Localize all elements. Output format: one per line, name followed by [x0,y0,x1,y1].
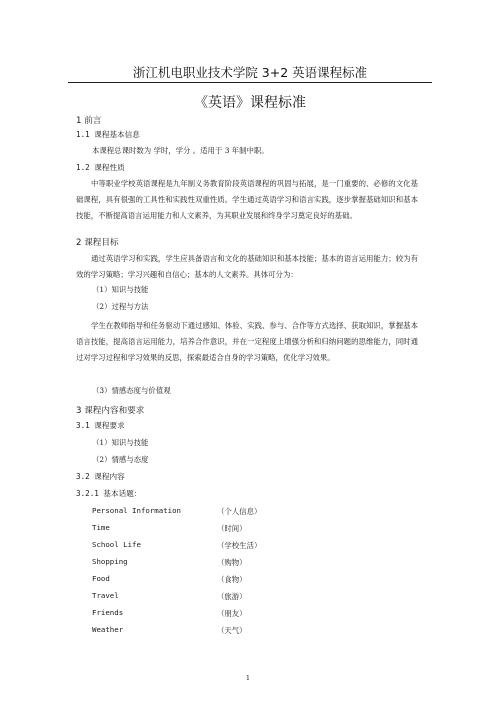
topic-en: Food [92,574,110,583]
topic-en: Travel [92,591,119,600]
section-1-heading: 1 前言 [76,116,102,126]
topic-zh: （食物） [217,575,247,584]
section-1-1-text: 本课程总课时数为 学时，学分 。适用于 3 年制中职。 [92,146,269,155]
section-1-2-text: 中等职业学校英语课程是九年制义务教育阶段英语课程的巩固与拓展，是一门重要的、必修的文化基础课程，具有很强的工具性和实践性双重性质。学生通过英语学习和语言实践，逐步掌握基础知识和基本技能，不断提高语言运用能力和人文素养，为其职业发展和终身学习奠定良好的基础。 [76,179,418,220]
section-3-1-item-2: （2）情感与态度 [92,455,149,464]
header-rule [68,82,432,83]
topic-en: Friends [92,608,124,617]
topic-zh: （购物） [217,558,247,567]
section-2-item-2-text: 学生在教师指导和任务驱动下通过感知、体验、实践、参与、合作等方式选择、获取知识，掌握基本语言技能，提高语言运用能力，培养合作意识，并在一定程度上增强分析和归纳问题的思维能力，同时通过对学习过程和学习效果的反思，探索最适合自身的学习策略，优化学习效果。 [76,321,418,362]
topic-en: Time [92,523,110,532]
section-2-heading: 2 课程目标 [76,238,119,248]
section-3-heading: 3 课程内容和要求 [76,406,145,416]
section-2-text: 通过英语学习和实践，学生应具备语言和文化的基础知识和基本技能；基本的语言运用能力；较为有效的学习策略；学习兴趣和自信心；基本的人文素养。具体可分为： [76,254,418,279]
topic-en: School Life [92,540,141,549]
section-3-2-heading: 3.2 课程内容 [76,472,125,481]
topic-en: Shopping [92,557,128,566]
page-header: 浙江机电职业技术学院 3+2 英语课程标准 [132,65,368,80]
topic-zh: （个人信息） [217,507,262,516]
topic-zh: （朋友） [217,609,247,618]
section-3-1-heading: 3.1 课程要求 [76,421,125,430]
section-1-2-heading: 1.2 课程性质 [76,163,125,172]
section-1-1-heading: 1.1 课程基本信息 [76,130,140,139]
section-2-item-2: （2）过程与方法 [92,302,149,311]
topic-en: Personal Information [92,506,181,515]
topic-zh: （天气） [217,626,247,635]
section-3-2-1-heading: 3.2.1 基本话题： [76,489,142,498]
section-3-1-item-1: （1）知识与技能 [92,438,149,447]
topic-zh: （学校生活） [217,541,262,550]
document-title: 《英语》课程标准 [194,95,306,111]
section-2-item-3: （3）情感态度与价值观 [92,386,171,395]
topic-zh: （旅游） [217,592,247,601]
topic-en: Weather [92,625,124,634]
topic-zh: （时间） [217,524,247,533]
section-2-item-1: （1）知识与技能 [92,285,149,294]
page-number: 1 [245,674,251,682]
